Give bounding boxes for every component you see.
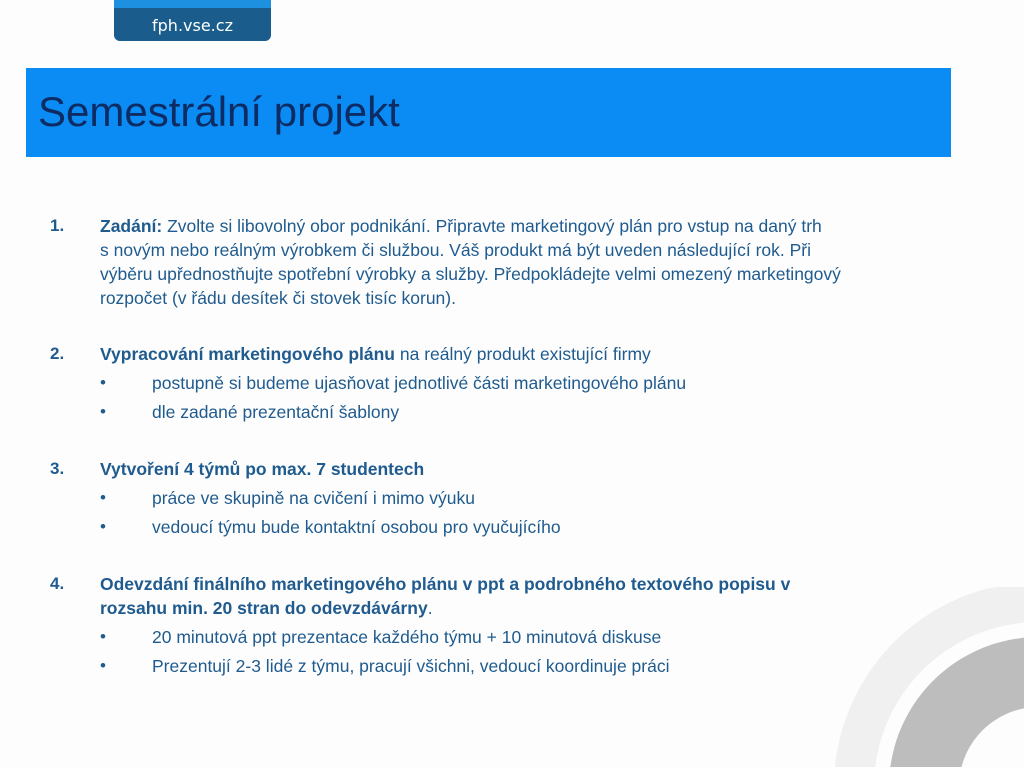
bullet-icon: • [100,488,106,507]
logo: fph.vse.cz [114,0,271,41]
bullet-icon: • [100,402,106,421]
slide: fph.vse.cz Semestrální projekt 1. Zadání: Zvolte si libovolný obor podnikání. Připravte marketingový plán pro vstup na daný trh s novým nebo reálným výrobkem či službou. Váš produkt má být uveden následující rok. Při výběru upřednostňujte spotřební výrobky a služby. Předpokládejte velmi omezený marketingový rozpočet (v řádu desítek či stovek tisíc korun). 2. Vypracování marketingového plánu na reálný produkt existující firmy • postupně si budeme ujasňovat jednotlivé části marketingového plánu • dle zadané prezentační šablony 3. Vytvoření 4 týmů po max. 7 studentech • práce ve skupině na cvičení i mimo výuku • vedoucí týmu bude kontaktní osobou pro vyučujícího 4. Odevzdání finálního marketingového plánu v ppt a podrobného textového popisu v rozsahu min. 20 stran do odevzdávárny. • 20 minutová ppt prezentace každého týmu + 10 minutová diskuse • Prezentují 2-3 lidé z týmu, pracují všichni, vedoucí koordinuje práci [0,0,1024,767]
slide-title: Semestrální projekt [38,88,400,135]
decorative-arcs [824,587,1024,767]
item-text: Zadání: Zvolte si libovolný obor podnikání. Připravte marketingový plán pro vstup na daný trh [100,216,822,236]
item-text: Vypracování marketingového plánu na reálný produkt existující firmy [100,344,651,364]
bullet-icon: • [100,656,106,675]
bullet-icon: • [100,627,106,646]
title-bar [26,68,951,157]
item-text-2: rozsahu min. 20 stran do odevzdávárny. [100,598,433,618]
item-text: Vytvoření 4 týmů po max. 7 studentech [100,459,425,479]
bullet-icon: • [100,517,106,536]
item-text: Odevzdání finálního marketingového plánu v ppt a podrobného textového popisu v [100,574,791,594]
bullet-icon: • [100,373,106,392]
